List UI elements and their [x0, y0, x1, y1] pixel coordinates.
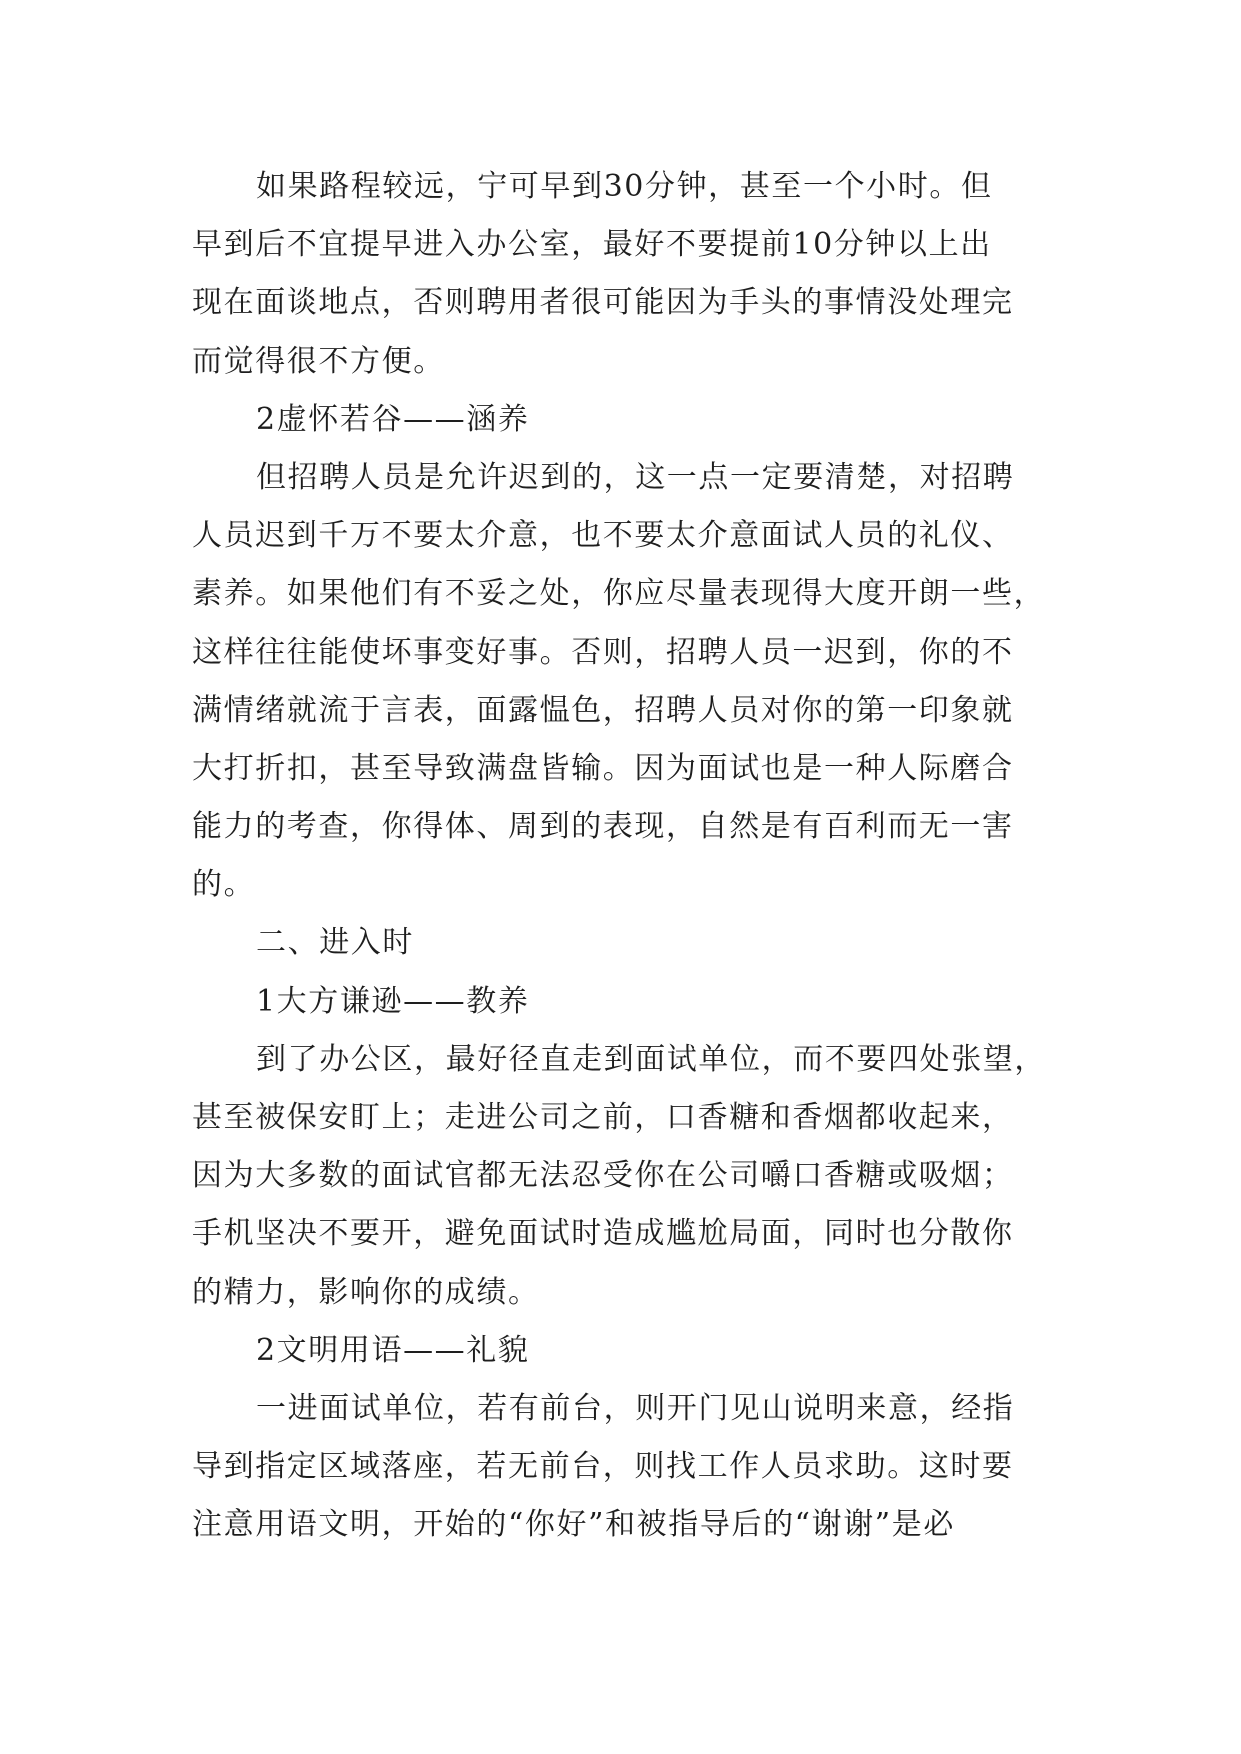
paragraph-line: 但招聘人员是允许迟到的，这一点一定要清楚，对招聘: [256, 459, 1015, 495]
section-heading: 2文明用语——礼貌: [256, 1332, 530, 1368]
paragraph-line: 因为大多数的面试官都无法忍受你在公司嚼口香糖或吸烟；: [192, 1158, 1014, 1194]
paragraph-line: 满情绪就流于言表，面露愠色，招聘人员对你的第一印象就: [192, 692, 1014, 728]
section-heading: 2虚怀若谷——涵养: [256, 401, 530, 437]
paragraph-line: 的精力，影响你的成绩。: [192, 1274, 540, 1310]
section-heading: 1大方谦逊——教养: [256, 983, 530, 1019]
paragraph-line: 而觉得很不方便。: [192, 343, 445, 379]
paragraph-line: 现在面谈地点，否则聘用者很可能因为手头的事情没处理完: [192, 285, 1014, 321]
paragraph-line: 手机坚决不要开，避免面试时造成尴尬局面，同时也分散你: [192, 1216, 1014, 1252]
paragraph-line: 能力的考查，你得体、周到的表现，自然是有百利而无一害: [192, 809, 1014, 845]
chapter-heading: 二、进入时: [256, 925, 414, 961]
document-body: [192, 158, 1072, 1555]
paragraph-line: 甚至被保安盯上；走进公司之前，口香糖和香烟都收起来，: [192, 1100, 1014, 1135]
paragraph-line: 到了办公区，最好径直走到面试单位，而不要四处张望，: [256, 1041, 1046, 1077]
paragraph-line: 导到指定区域落座，若无前台，则找工作人员求助。这时要: [192, 1449, 1014, 1485]
paragraph-line: 一进面试单位，若有前台，则开门见山说明来意，经指: [256, 1390, 1015, 1426]
paragraph-line: 的。: [192, 867, 256, 903]
paragraph-line: 如果路程较远，宁可早到30分钟，甚至一个小时。但: [256, 169, 993, 204]
paragraph-line: 这样往往能使坏事变好事。否则，招聘人员一迟到，你的不: [192, 634, 1014, 670]
paragraph-line: 素养。如果他们有不妥之处，你应尽量表现得大度开朗一些，: [192, 576, 1046, 612]
paragraph-line: 大打折扣，甚至导致满盘皆输。因为面试也是一种人际磨合: [192, 750, 1014, 786]
paragraph-line: 早到后不宜提早进入办公室，最好不要提前10分钟以上出: [192, 227, 992, 263]
paragraph-line: 人员迟到千万不要太介意，也不要太介意面试人员的礼仪、: [192, 518, 1014, 554]
paragraph-line: 注意用语文明，开始的“你好”和被指导后的“谢谢”是必: [192, 1507, 955, 1543]
